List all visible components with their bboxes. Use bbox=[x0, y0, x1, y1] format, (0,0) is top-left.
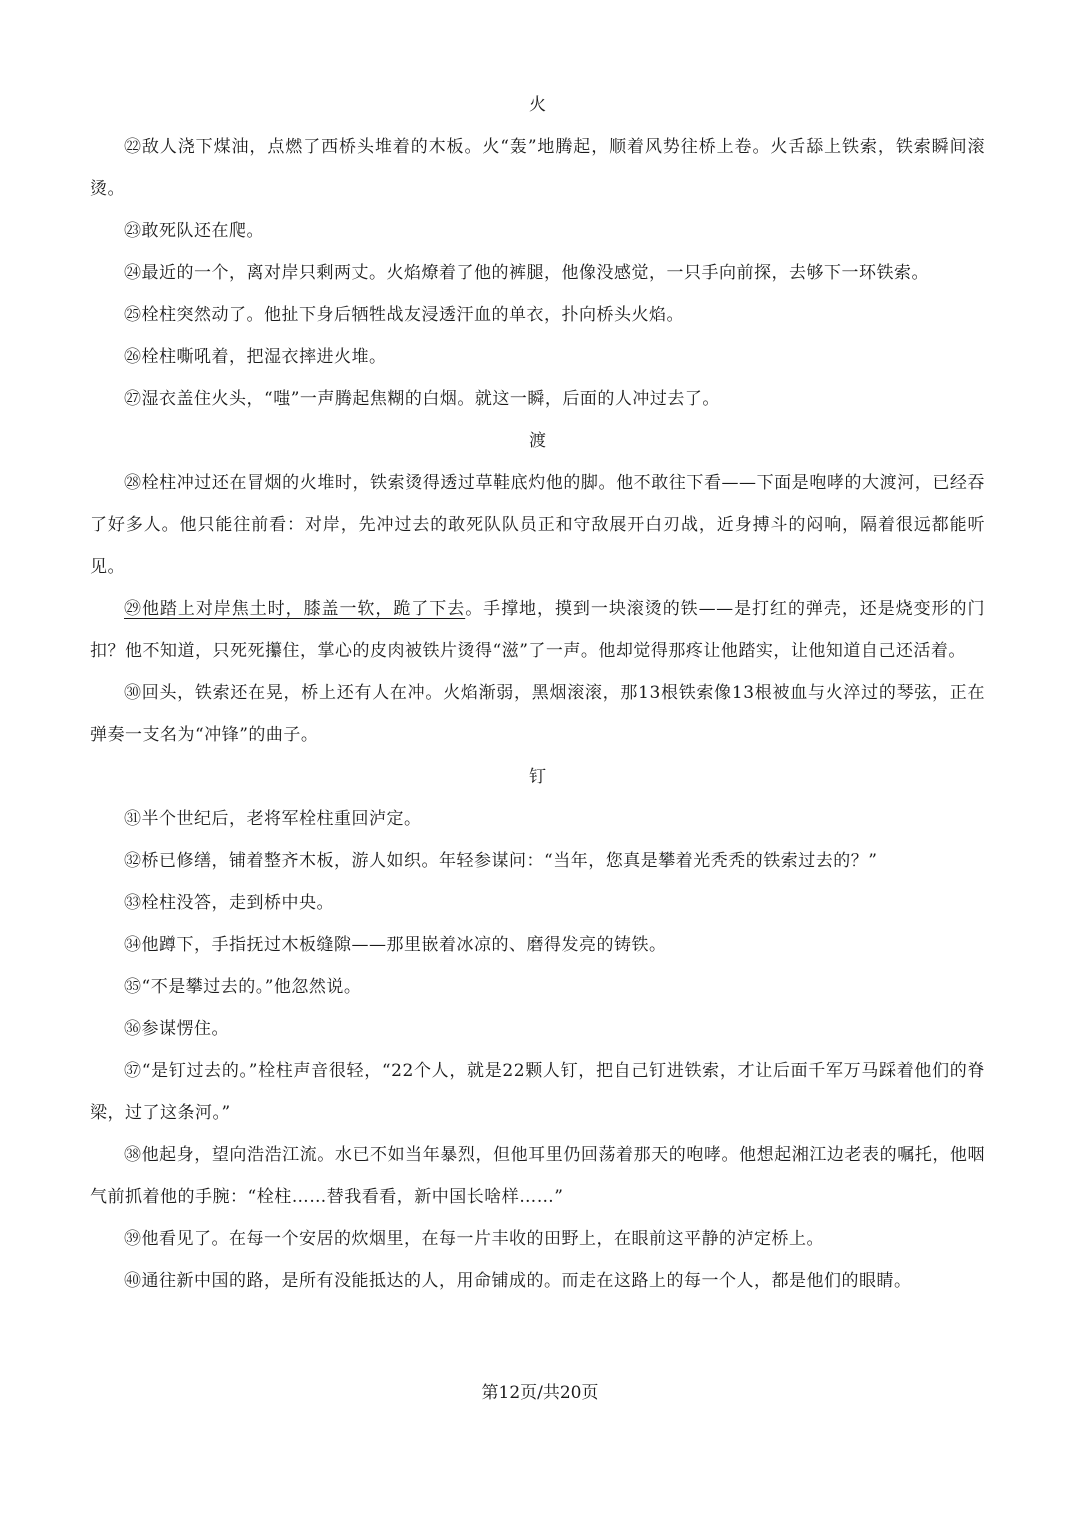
paragraph bbox=[90, 588, 985, 672]
paragraph-text: ㉛半个世纪后，老将军栓柱重回泸定。 bbox=[124, 809, 422, 829]
paragraph-text: ㉒敌人浇下煤油，点燃了西桥头堆着的木板。火“轰”地腾起，顺着风势往桥上卷。火舌舔上铁索，铁索瞬间滚烫。 bbox=[90, 137, 985, 199]
underlined-sentence: ㉙他踏上对岸焦土时，膝盖一软，跪了下去 bbox=[124, 599, 466, 619]
paragraph bbox=[90, 462, 985, 588]
paragraph-text: ㊲“是钉过去的。”栓柱声音很轻，“22个人，就是22颗人钉，把自己钉进铁索，才让后面千军万马踩着他们的脊梁，过了这条河。” bbox=[90, 1061, 985, 1123]
paragraph bbox=[90, 1218, 985, 1260]
paragraph-text: ㊵通往新中国的路，是所有没能抵达的人，用命铺成的。而走在这路上的每一个人，都是他们的眼睛。 bbox=[124, 1271, 912, 1291]
paragraph bbox=[90, 210, 985, 252]
paragraph-text: ㊱参谋愣住。 bbox=[124, 1019, 229, 1039]
paragraph-text: ㉓敢死队还在爬。 bbox=[124, 221, 264, 241]
paragraph bbox=[90, 252, 985, 294]
paragraph-text: ㊳他起身，望向浩浩江流。水已不如当年暴烈，但他耳里仍回荡着那天的咆哮。他想起湘江边老表的嘱托，他咽气前抓着他的手腕：“栓柱……替我看看，新中国长啥样……” bbox=[90, 1145, 985, 1207]
paragraph bbox=[90, 126, 985, 210]
paragraph bbox=[90, 294, 985, 336]
paragraph bbox=[90, 1134, 985, 1218]
paragraph bbox=[90, 798, 985, 840]
paragraph bbox=[90, 840, 985, 882]
paragraph-text: ㉞他蹲下，手指抚过木板缝隙——那里嵌着冰凉的、磨得发亮的铸铁。 bbox=[124, 935, 667, 955]
document-body bbox=[90, 84, 985, 1302]
paragraph-text: 。手撑地，摸到一块滚烫的铁——是打红的弹壳，还是烧变形的门扣？他不知道，只死死攥住，掌心的皮肉被铁片烫得“滋”了一声。他却觉得那疼让他踏实，让他知道自己还活着。 bbox=[90, 599, 986, 661]
paragraph-text: ㉖栓柱嘶吼着，把湿衣摔进火堆。 bbox=[124, 347, 387, 367]
paragraph bbox=[90, 378, 985, 420]
paragraph bbox=[90, 1260, 985, 1302]
paragraph-text: ㉗湿衣盖住火头，“嗤”一声腾起焦糊的白烟。就这一瞬，后面的人冲过去了。 bbox=[124, 389, 720, 409]
paragraph bbox=[90, 672, 985, 756]
paragraph bbox=[90, 882, 985, 924]
paragraph-text: ㊴他看见了。在每一个安居的炊烟里，在每一片丰收的田野上，在眼前这平静的泸定桥上。 bbox=[124, 1229, 824, 1249]
section-title: 渡 bbox=[529, 431, 546, 451]
paragraph bbox=[90, 966, 985, 1008]
paragraph-text: ㉕栓柱突然动了。他扯下身后牺牲战友浸透汗血的单衣，扑向桥头火焰。 bbox=[124, 305, 684, 325]
section-title: 钉 bbox=[529, 767, 546, 787]
page-footer: 第12页/共20页 bbox=[481, 1383, 599, 1403]
paragraph-text: ㉜桥已修缮，铺着整齐木板，游人如织。年轻参谋问：“当年，您真是攀着光秃秃的铁索过去的？” bbox=[124, 851, 878, 871]
paragraph bbox=[90, 924, 985, 966]
paragraph-text: ㉝栓柱没答，走到桥中央。 bbox=[124, 893, 334, 913]
paragraph bbox=[90, 1008, 985, 1050]
paragraph-text: ㉔最近的一个，离对岸只剩两丈。火焰燎着了他的裤腿，他像没感觉，一只手向前探，去够下一环铁索。 bbox=[124, 263, 929, 283]
paragraph bbox=[90, 336, 985, 378]
paragraph-text: ㉘栓柱冲过还在冒烟的火堆时，铁索烫得透过草鞋底灼他的脚。他不敢往下看——下面是咆哮的大渡河，已经吞了好多人。他只能往前看：对岸，先冲过去的敢死队队员正和守敌展开白刃战，近身搏斗的闷响，隔着很远都能听见。 bbox=[90, 473, 985, 577]
paragraph-text: ㉚回头，铁索还在晃，桥上还有人在冲。火焰渐弱，黑烟滚滚，那13根铁索像13根被血与火淬过的琴弦，正在弹奏一支名为“冲锋”的曲子。 bbox=[90, 683, 985, 745]
paragraph-text: ㉟“不是攀过去的。”他忽然说。 bbox=[124, 977, 362, 997]
section-title: 火 bbox=[529, 95, 546, 115]
paragraph bbox=[90, 1050, 985, 1134]
